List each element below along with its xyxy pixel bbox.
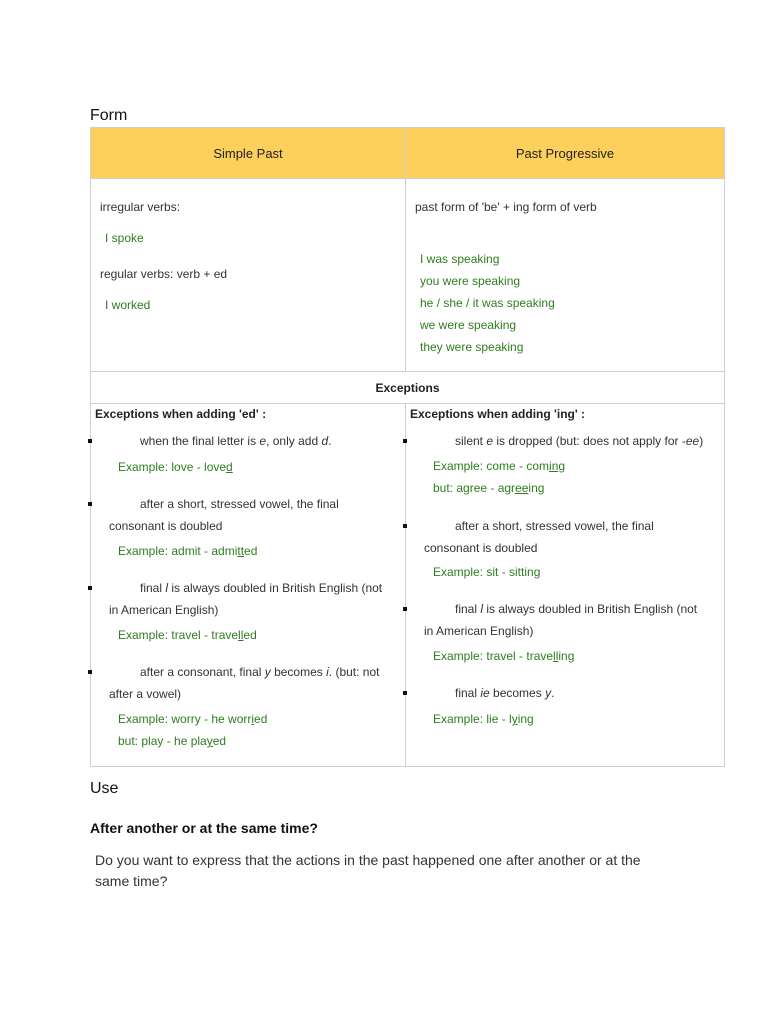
bullet-icon	[403, 439, 407, 443]
ed-rule-4-line-2: after a vowel)	[109, 687, 182, 701]
exceptions-title: Exceptions	[91, 372, 725, 404]
regular-example: I worked	[105, 298, 151, 312]
progressive-example: they were speaking	[420, 340, 524, 354]
progressive-example: you were speaking	[420, 274, 521, 288]
form-heading: Form	[90, 107, 128, 124]
ed-rule-2-line-1: after a short, stressed vowel, the final	[140, 497, 339, 511]
ed-rule-2-example: Example: admit - admitted	[118, 544, 258, 558]
ed-exceptions-heading: Exceptions when adding 'ed' :	[95, 407, 267, 421]
ed-rule-1: when the final letter is e, only add d.	[140, 434, 332, 448]
header-simple-past: Simple Past	[91, 128, 406, 179]
ing-rule-2-line-2: consonant is doubled	[424, 541, 538, 555]
bullet-icon	[403, 607, 407, 611]
ing-rule-4-example: Example: lie - lying	[433, 712, 534, 726]
ed-rule-3-example: Example: travel - travelled	[118, 628, 257, 642]
simple-past-form-cell	[91, 179, 406, 372]
ing-rule-3-line-1: final l is always doubled in British English (not	[455, 602, 698, 616]
intro-paragraph: Do you want to express that the actions in the past happened one after another or at the same time?	[95, 852, 641, 889]
grammar-table	[90, 127, 725, 767]
bullet-icon	[403, 691, 407, 695]
ed-rule-1-example: Example: love - loved	[118, 460, 233, 474]
irregular-verbs-label: irregular verbs:	[100, 200, 181, 214]
regular-verbs-label: regular verbs: verb + ed	[100, 267, 228, 281]
bullet-icon	[88, 502, 92, 506]
past-progressive-form-cell	[406, 179, 725, 372]
ing-rule-2-line-1: after a short, stressed vowel, the final	[455, 519, 654, 533]
ed-rule-4-example-1: Example: worry - he worried	[118, 712, 268, 726]
header-past-progressive: Past Progressive	[406, 128, 725, 179]
irregular-example: I spoke	[105, 231, 144, 245]
ing-rule-1-example-2: but: agree - agreeing	[433, 481, 545, 495]
ed-exceptions-cell	[91, 404, 406, 767]
ing-rule-1-example-1: Example: come - coming	[433, 459, 566, 473]
ing-exceptions-heading: Exceptions when adding 'ing' :	[410, 407, 586, 421]
after-heading: After another or at the same time?	[90, 820, 318, 836]
ing-rule-4: final ie becomes y.	[455, 686, 555, 700]
ed-rule-3-line-1: final l is always doubled in British English (not	[140, 581, 383, 595]
ing-rule-3-line-2: in American English)	[424, 624, 534, 638]
use-heading: Use	[90, 780, 119, 797]
ing-exceptions-cell	[406, 404, 725, 767]
bullet-icon	[403, 524, 407, 528]
ing-rule-3-example: Example: travel - travelling	[433, 649, 575, 663]
progressive-example: we were speaking	[420, 318, 517, 332]
ed-rule-4-example-2: but: play - he played	[118, 734, 227, 748]
bullet-icon	[88, 439, 92, 443]
bullet-icon	[88, 670, 92, 674]
ed-rule-2-line-2: consonant is doubled	[109, 519, 223, 533]
bullet-icon	[88, 586, 92, 590]
progressive-example: I was speaking	[420, 252, 500, 266]
ing-rule-2-example: Example: sit - sitting	[433, 565, 541, 579]
past-progressive-label: past form of 'be' + ing form of verb	[415, 200, 597, 214]
progressive-example: he / she / it was speaking	[420, 296, 555, 310]
ed-rule-4-line-1: after a consonant, final y becomes i. (but: not	[140, 665, 380, 679]
ed-rule-3-line-2: in American English)	[109, 603, 219, 617]
ing-rule-1: silent e is dropped (but: does not apply for -ee)	[455, 434, 704, 448]
